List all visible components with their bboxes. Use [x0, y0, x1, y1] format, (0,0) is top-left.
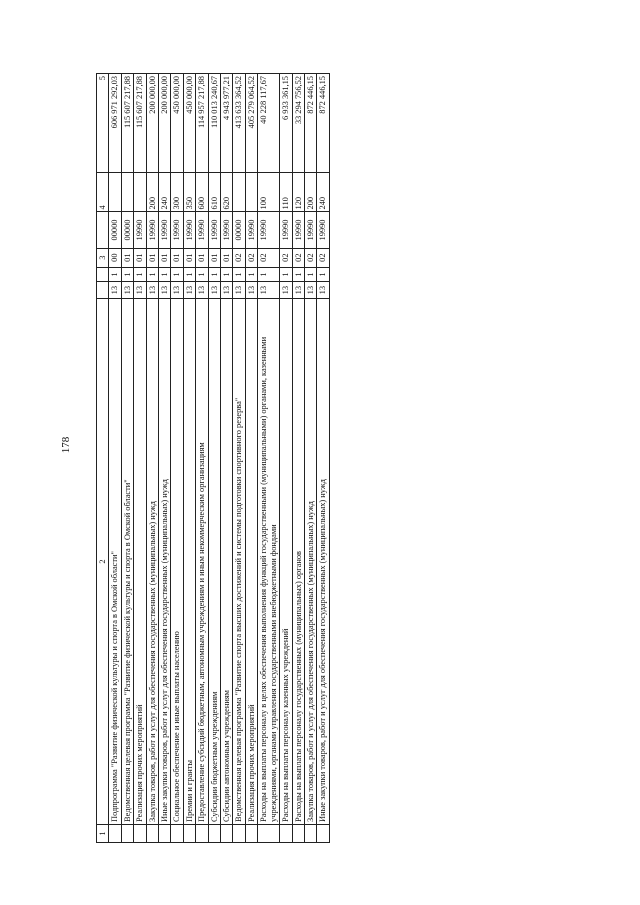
cell-col-1: [146, 824, 158, 842]
cell-c1: 13: [208, 282, 220, 299]
cell-c2: 1: [208, 267, 220, 281]
cell-c1: 13: [109, 282, 121, 299]
cell-amount: 33 294 756,52: [292, 74, 304, 173]
cell-kvr: 200: [304, 172, 316, 212]
table-row: [134, 74, 146, 843]
cell-c2: 1: [171, 267, 183, 281]
cell-col-1: [221, 824, 233, 842]
cell-kvr: [134, 172, 146, 212]
cell-c1: 13: [134, 282, 146, 299]
cell-amount: 872 446,15: [317, 74, 329, 173]
cell-amount: 110 013 240,67: [208, 74, 220, 173]
cell-c3: 02: [317, 248, 329, 267]
cell-amount: 200 000,00: [146, 74, 158, 173]
cell-amount: 4 943 977,21: [221, 74, 233, 173]
cell-name: Субсидии бюджетным учреждениям: [208, 299, 220, 825]
cell-amount: 114 957 217,88: [196, 74, 208, 173]
cell-c3: 00: [109, 248, 121, 267]
cell-c1: 13: [159, 282, 171, 299]
cell-col-1: [280, 824, 292, 842]
table-row: [317, 74, 329, 843]
cell-c1: 13: [121, 282, 133, 299]
cell-c2: 1: [292, 267, 304, 281]
cell-c4: 19990: [159, 212, 171, 248]
header-col-5: 5: [97, 74, 109, 173]
cell-c3: 01: [121, 248, 133, 267]
cell-c1: 13: [280, 282, 292, 299]
cell-name: Премии и гранты: [183, 299, 195, 825]
table-row: [196, 74, 208, 843]
table-row: [258, 74, 280, 843]
table-row: [109, 74, 121, 843]
cell-col-1: [183, 824, 195, 842]
cell-c3: 02: [280, 248, 292, 267]
cell-c1: 13: [292, 282, 304, 299]
cell-col-1: [109, 824, 121, 842]
cell-col-1: [317, 824, 329, 842]
cell-c4: 19990: [134, 212, 146, 248]
cell-kvr: [233, 172, 245, 212]
cell-name: Ведомственная целевая программа "Развитие физической культуры и спорта в Омской области": [121, 299, 133, 825]
cell-amount: 450 000,00: [183, 74, 195, 173]
cell-c1: 13: [304, 282, 316, 299]
cell-kvr: [121, 172, 133, 212]
table-row: [146, 74, 158, 843]
cell-kvr: 100: [258, 172, 280, 212]
table-row: [280, 74, 292, 843]
cell-kvr: 350: [183, 172, 195, 212]
cell-name: Иные закупки товаров, работ и услуг для обеспечения государственных (муниципальных) нужд: [317, 299, 329, 825]
cell-kvr: 120: [292, 172, 304, 212]
cell-name: Расходы на выплаты персоналу казенных учреждений: [280, 299, 292, 825]
table-row: [183, 74, 195, 843]
cell-c1: 13: [245, 282, 257, 299]
cell-c3: 01: [159, 248, 171, 267]
table-row: [208, 74, 220, 843]
table-row: [292, 74, 304, 843]
cell-c3: 02: [233, 248, 245, 267]
cell-c2: 1: [146, 267, 158, 281]
cell-c3: 01: [196, 248, 208, 267]
table-body: [109, 74, 329, 843]
cell-c2: 1: [196, 267, 208, 281]
cell-amount: 413 633 364,52: [233, 74, 245, 173]
cell-c4: 19990: [221, 212, 233, 248]
cell-c2: 1: [159, 267, 171, 281]
cell-c2: 1: [121, 267, 133, 281]
cell-col-1: [258, 824, 280, 842]
cell-kvr: 110: [280, 172, 292, 212]
cell-amount: 40 228 117,67: [258, 74, 280, 173]
cell-name: Социальное обеспечение и иные выплаты населению: [171, 299, 183, 825]
cell-amount: 115 607 217,88: [134, 74, 146, 173]
header-col-4: 4: [97, 172, 109, 212]
cell-name: Иные закупки товаров, работ и услуг для обеспечения государственных (муниципальных) нужд: [159, 299, 171, 825]
cell-c4: 19990: [317, 212, 329, 248]
table-row: [233, 74, 245, 843]
cell-col-1: [159, 824, 171, 842]
cell-c4: 19990: [146, 212, 158, 248]
cell-c3: 01: [208, 248, 220, 267]
cell-name: Предоставление субсидий бюджетным, автономным учреждениям и иным некоммерческим организациям: [196, 299, 208, 825]
table-row: [121, 74, 133, 843]
cell-c3: 01: [171, 248, 183, 267]
cell-c3: 01: [183, 248, 195, 267]
cell-c4: 19990: [183, 212, 195, 248]
cell-col-1: [134, 824, 146, 842]
cell-name: Реализация прочих мероприятий: [245, 299, 257, 825]
header-col-1: 1: [97, 824, 109, 842]
cell-c4: 19990: [304, 212, 316, 248]
header-col-2: 2: [97, 299, 109, 825]
cell-amount: 115 607 217,88: [121, 74, 133, 173]
cell-c1: 13: [233, 282, 245, 299]
cell-c4: 19990: [245, 212, 257, 248]
cell-c3: 02: [245, 248, 257, 267]
cell-kvr: [109, 172, 121, 212]
table-row: [171, 74, 183, 843]
cell-c4: 00000: [109, 212, 121, 248]
cell-c3: 02: [292, 248, 304, 267]
cell-c1: 13: [317, 282, 329, 299]
cell-c1: 13: [146, 282, 158, 299]
cell-col-1: [245, 824, 257, 842]
cell-c4: 19990: [292, 212, 304, 248]
cell-kvr: 620: [221, 172, 233, 212]
cell-kvr: 200: [146, 172, 158, 212]
cell-kvr: [245, 172, 257, 212]
cell-c2: 1: [304, 267, 316, 281]
table-row: [159, 74, 171, 843]
page-number: 178: [60, 436, 72, 454]
cell-c1: 13: [221, 282, 233, 299]
cell-c2: 1: [280, 267, 292, 281]
cell-c2: 1: [134, 267, 146, 281]
cell-name: Закупка товаров, работ и услуг для обеспечения государственных (муниципальных) нужд: [146, 299, 158, 825]
cell-kvr: 610: [208, 172, 220, 212]
cell-col-1: [196, 824, 208, 842]
cell-amount: 200 000,00: [159, 74, 171, 173]
cell-c3: 01: [221, 248, 233, 267]
cell-c4: 19990: [196, 212, 208, 248]
cell-kvr: 600: [196, 172, 208, 212]
cell-c4: 19990: [208, 212, 220, 248]
cell-col-1: [233, 824, 245, 842]
cell-col-1: [292, 824, 304, 842]
cell-col-1: [304, 824, 316, 842]
cell-name: Ведомственная целевая программа "Развитие спорта высших достижений и системы подготовки спортивного резерва": [233, 299, 245, 825]
cell-name: Закупка товаров, работ и услуг для обеспечения государственных (муниципальных) нужд: [304, 299, 316, 825]
cell-c2: 1: [221, 267, 233, 281]
cell-c4: 00000: [233, 212, 245, 248]
cell-c1: 13: [258, 282, 280, 299]
cell-kvr: 240: [159, 172, 171, 212]
cell-c4: 19990: [171, 212, 183, 248]
cell-c3: 02: [258, 248, 280, 267]
header-col-3: 3: [97, 248, 109, 267]
cell-amount: 872 446,15: [304, 74, 316, 173]
cell-kvr: 300: [171, 172, 183, 212]
cell-amount: 405 279 064,52: [245, 74, 257, 173]
cell-c3: 02: [304, 248, 316, 267]
cell-c1: 13: [196, 282, 208, 299]
cell-c2: 1: [245, 267, 257, 281]
cell-c3: 01: [146, 248, 158, 267]
cell-c2: 1: [258, 267, 280, 281]
cell-name: Реализация прочих мероприятий: [134, 299, 146, 825]
cell-name: Субсидии автономным учреждениям: [221, 299, 233, 825]
cell-c4: 19990: [280, 212, 292, 248]
cell-amount: 6 933 361,15: [280, 74, 292, 173]
header-row: [97, 74, 109, 843]
cell-amount: 450 000,00: [171, 74, 183, 173]
cell-col-1: [121, 824, 133, 842]
cell-c4: 00000: [121, 212, 133, 248]
cell-name: Расходы на выплаты персоналу в целях обеспечения выполнения функций государственными (муниципальными) органами, казенными учреждениями, органами управления государственными внебюджетными фондами: [258, 299, 280, 825]
cell-col-1: [208, 824, 220, 842]
cell-name: Расходы на выплаты персоналу государственных (муниципальных) органов: [292, 299, 304, 825]
cell-c2: 1: [233, 267, 245, 281]
cell-name: Подпрограмма "Развитие физической культуры и спорта в Омской области": [109, 299, 121, 825]
cell-c1: 13: [183, 282, 195, 299]
table-row: [304, 74, 316, 843]
cell-c4: 19990: [258, 212, 280, 248]
rotated-page-content: [96, 73, 614, 843]
cell-kvr: 240: [317, 172, 329, 212]
budget-table: [96, 73, 330, 843]
cell-c3: 01: [134, 248, 146, 267]
table-row: [221, 74, 233, 843]
cell-c2: 1: [317, 267, 329, 281]
cell-col-1: [171, 824, 183, 842]
cell-c2: 1: [183, 267, 195, 281]
cell-amount: 606 971 292,03: [109, 74, 121, 173]
cell-c2: 1: [109, 267, 121, 281]
table-row: [245, 74, 257, 843]
cell-c1: 13: [171, 282, 183, 299]
